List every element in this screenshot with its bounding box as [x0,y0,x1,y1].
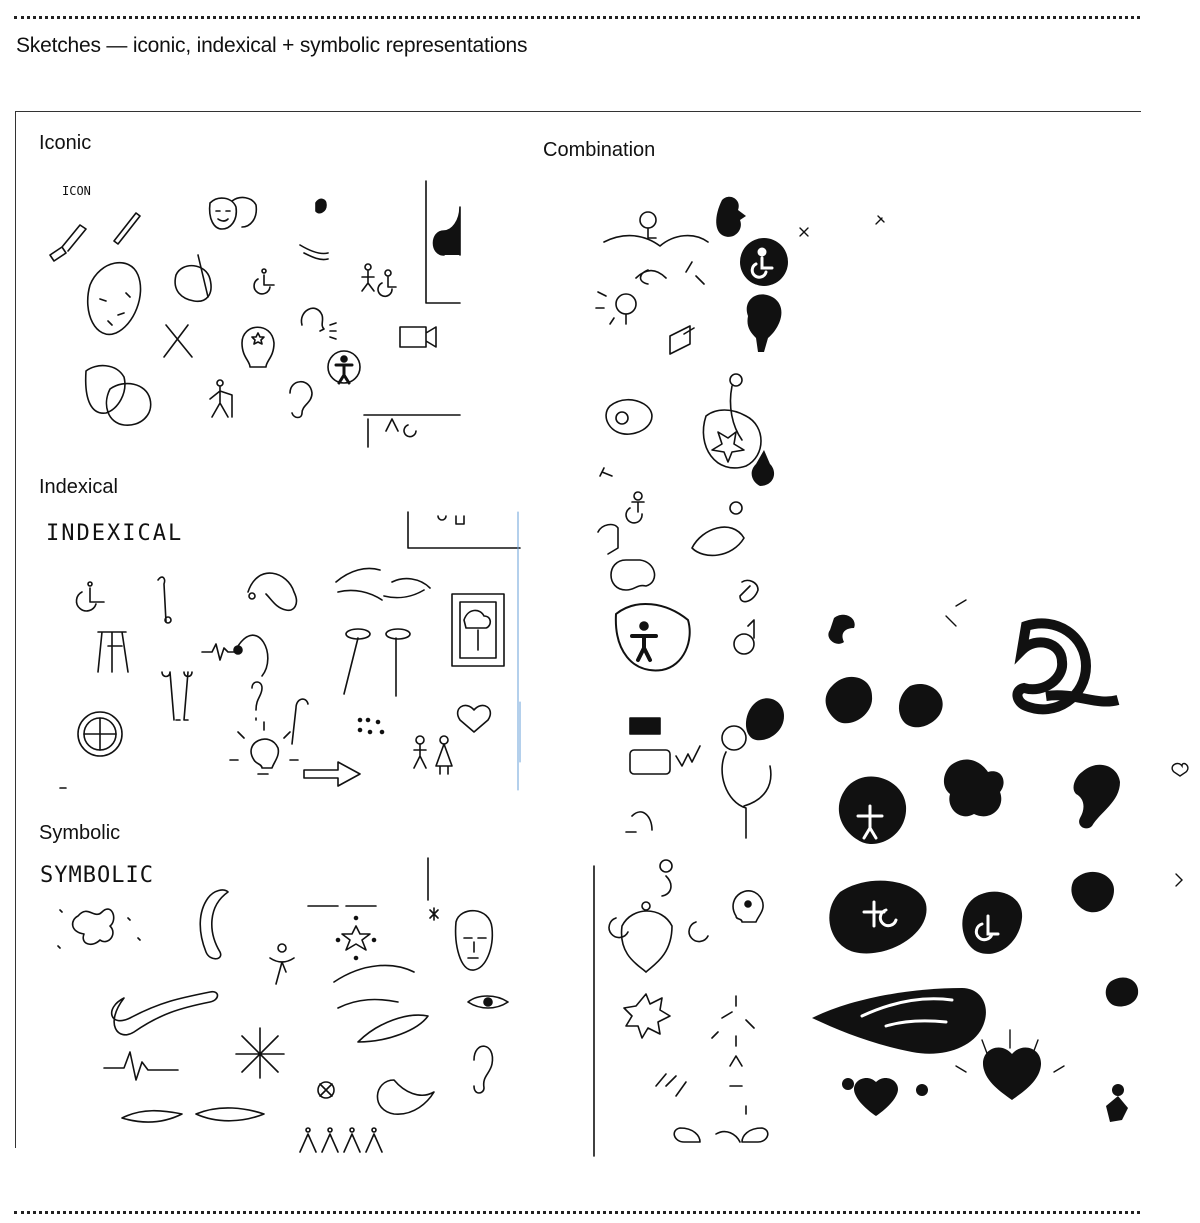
bottom-dotted-rule [14,1211,1140,1214]
indexical-sketch-panel [38,512,520,792]
symbolic-caption: SYMBOLIC [40,863,154,888]
combination-sketch-panel [586,186,1190,1168]
section-label-combination: Combination [543,139,656,161]
section-label-symbolic: Symbolic [39,822,121,844]
indexical-caption: INDEXICAL [46,521,184,546]
iconic-caption: ICON [62,184,91,198]
symbolic-sketch-panel [38,858,508,1160]
section-label-indexical: Indexical [39,476,118,498]
iconic-sketch-panel [38,175,460,447]
section-label-iconic: Iconic [39,132,92,154]
page-title: Sketches — iconic, indexical + symbolic representations [16,34,528,57]
top-dotted-rule [14,16,1140,19]
